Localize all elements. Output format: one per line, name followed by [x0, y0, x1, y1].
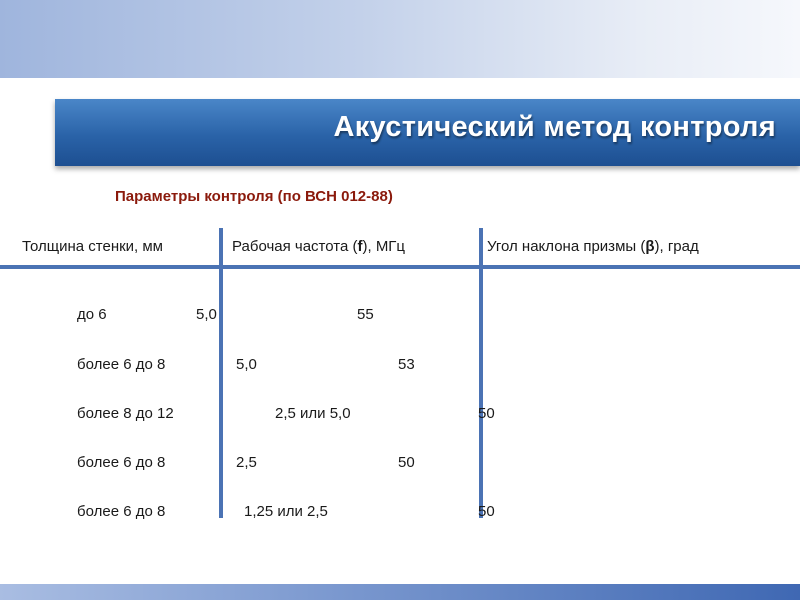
header-frequency: Рабочая частота (f), МГц: [232, 238, 406, 255]
top-decor-band: [0, 0, 800, 78]
slide-title: Акустический метод контроля: [333, 111, 776, 143]
row-5-frequency: 1,25 или 2,5: [244, 503, 328, 520]
header-rule: [0, 265, 800, 269]
row-4-angle: 50: [398, 454, 415, 471]
row-4-thickness: более 6 до 8: [77, 454, 166, 471]
row-2-thickness: более 6 до 8: [77, 356, 166, 373]
frequency-symbol: f: [357, 238, 363, 255]
row-3-angle: 50: [478, 405, 495, 422]
row-2-frequency: 5,0: [236, 356, 257, 373]
column-divider-2: [479, 228, 483, 518]
row-1-thickness: до 6: [77, 306, 107, 323]
angle-symbol: β: [645, 238, 655, 255]
row-5-thickness: более 6 до 8: [77, 503, 166, 520]
bottom-decor-band: [0, 584, 800, 600]
row-4-frequency: 2,5: [236, 454, 257, 471]
column-divider-1: [219, 228, 223, 518]
title-bar: [55, 99, 800, 166]
header-thickness: Толщина стенки, мм: [22, 238, 163, 255]
row-3-thickness: более 8 до 12: [77, 405, 174, 422]
row-2-angle: 53: [398, 356, 415, 373]
row-5-angle: 50: [478, 503, 495, 520]
row-3-frequency: 2,5 или 5,0: [275, 405, 351, 422]
row-1-frequency: 5,0: [196, 306, 217, 323]
row-1-angle: 55: [357, 306, 374, 323]
slide-subtitle: Параметры контроля (по ВСН 012-88): [115, 188, 393, 205]
header-angle: Угол наклона призмы (β), град: [487, 238, 699, 255]
